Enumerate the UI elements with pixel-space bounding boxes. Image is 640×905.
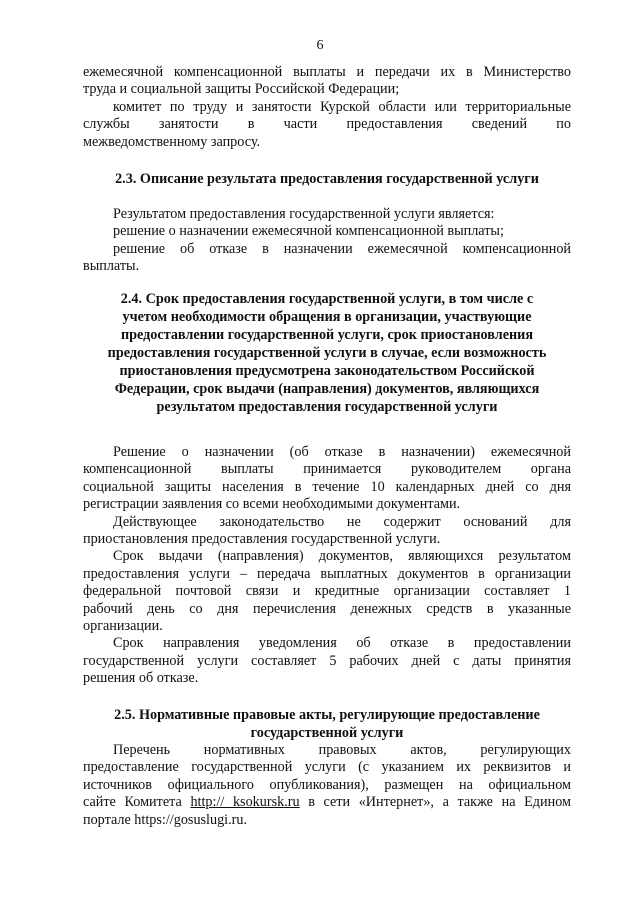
section-2-5-heading [83,706,571,742]
text-line: источников официального опубликования), размещен на официальном [83,776,571,793]
section-2-5-body [83,742,571,829]
text-line: федеральной почтовой связи и кредитные организации составляет 1 [83,583,571,600]
heading-line: 2.4. Срок предоставления государственной услуги, в том числе с [120,291,534,307]
section-2-4-body [83,444,571,688]
text-line: Решение о назначении (об отказе в назначении) ежемесячной [113,444,571,460]
text-line: предоставления услуги – передача выплатных документов в организации [83,565,571,582]
text-line: регистрации заявления со всеми необходимыми документами. [83,496,461,513]
text-line: решение об отказе в назначении ежемесячной компенсационной [113,240,571,257]
text-line: Перечень нормативных правовых актов, регулирующих [113,742,571,758]
text-line: Срок выдачи (направления) документов, являющихся результатом [113,548,571,565]
heading-line: государственной услуги [250,725,404,741]
section-heading: 2.3. Описание результата предоставления государственной услуги [115,171,539,187]
text-line: решения об отказе. [83,670,199,687]
text-line: предоставление государственной услуги (с указанием их реквизитов и [83,759,571,776]
section-2-4-heading [83,290,571,416]
text-line: труда и социальной защиты Российской Федерации; [83,81,400,98]
text-line: приостановления предоставления государственной услуги. [83,531,441,548]
heading-line: предоставлении государственной услуги, срок приостановления [120,327,534,343]
text-line: выплаты. [83,258,140,275]
heading-line: предоставления государственной услуги в случае, если возможность [107,345,547,361]
ksokursk-link[interactable]: http:// ksokursk.ru [190,794,300,811]
text-span: в сети «Интернет», а также на Едином [299,794,571,811]
text-line: портале https://gosuslugi.ru. [83,811,248,828]
text-span: сайте Комитета [83,794,191,811]
text-line: службы занятости в части предоставления сведений по [83,116,571,133]
text-line: ежемесячной компенсационной выплаты и передачи их в Министерство [83,64,571,80]
heading-line: учетом необходимости обращения в организации, участвующие [122,309,532,325]
page-number: 6 [316,38,324,53]
text-line [83,794,571,811]
text-line: Срок направления уведомления об отказе в предоставлении [113,635,571,652]
text-line: компенсационной выплаты принимается руководителем органа [83,461,571,478]
text-line: решение о назначении ежемесячной компенсационной выплаты; [113,223,504,240]
heading-line: 2.5. Нормативные правовые акты, регулирующие предоставление [114,707,540,723]
heading-line: Федерации, срок выдачи (направления) документов, являющихся [114,381,540,397]
text-line: комитет по труду и занятости Курской области или территориальные [113,98,571,115]
heading-line: приостановления предусмотрена законодательством Российской [119,363,535,379]
text-line: социальной защиты населения в течение 10 календарных дней со дня [83,478,571,495]
text-line: Действующее законодательство не содержит оснований для [113,513,571,530]
intro-block [83,64,571,151]
section-2-3-body [83,206,571,276]
text-line: межведомственному запросу. [83,133,261,150]
text-line: организации. [83,618,163,635]
text-line: Результатом предоставления государственной услуги является: [113,206,495,222]
heading-line: результатом предоставления государственной услуги [156,399,498,415]
text-line: рабочий день со дня перечисления денежных средств в указанные [83,600,571,617]
section-2-3 [83,170,571,188]
text-line: государственной услуги составляет 5 рабочих дней с даты принятия [83,652,571,669]
